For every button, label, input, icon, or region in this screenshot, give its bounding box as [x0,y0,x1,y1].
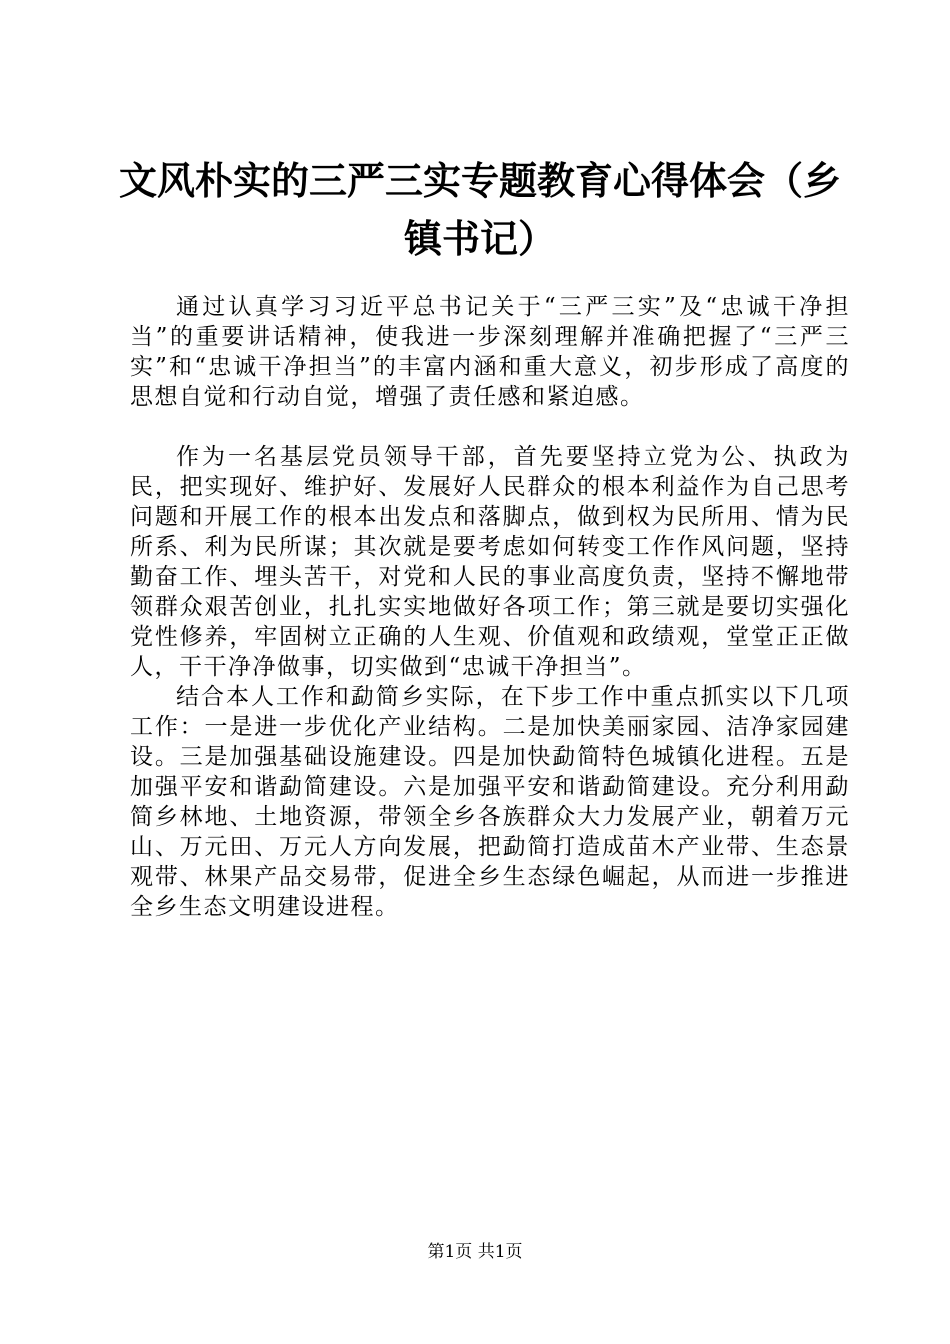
paragraph-work-plan: 结合本人工作和勐简乡实际，在下步工作中重点抓实以下几项工作：一是进一步优化产业结构。二是加快美丽家园、洁净家园建设。三是加强基础设施建设。四是加快勐简特色城镇化进程。五是加强平安和谐勐简建设。六是加强平安和谐勐简建设。充分利用勐简乡林地、土地资源，带领全乡各族群众大力发展产业，朝着万元山、万元田、万元人方向发展，把勐简打造成苗木产业带、生态景观带、林果产品交易带，促进全乡生态绿色崛起，从而进一步推进全乡生态文明建设进程。 [130,684,850,920]
document-title: 文风朴实的三严三实专题教育心得体会（乡镇书记） [118,158,841,261]
paragraph-leadership: 作为一名基层党员领导干部，首先要坚持立党为公、执政为民，把实现好、维护好、发展好人民群众的根本利益作为自己思考问题和开展工作的根本出发点和落脚点，做到权为民所用、情为民所系、利为民所谋；其次就是要考虑如何转变工作作风问题，坚持勤奋工作、埋头苦干，对党和人民的事业高度负责，坚持不懈地带领群众艰苦创业，扎扎实实地做好各项工作；第三就是要切实强化党性修养，牢固树立正确的人生观、价值观和政绩观，堂堂正正做人，干干净净做事，切实做到“忠诚干净担当”。 [130,444,850,680]
paragraph-intro: 通过认真学习习近平总书记关于“三严三实”及“忠诚干净担当”的重要讲话精神，使我进一步深刻理解并准确把握了“三严三实”和“忠诚干净担当”的丰富内涵和重大意义，初步形成了高度的思想自觉和行动自觉，增强了责任感和紧迫感。 [130,294,850,410]
page-footer: 第1页 共1页 [427,1242,523,1262]
document-body [130,292,850,922]
